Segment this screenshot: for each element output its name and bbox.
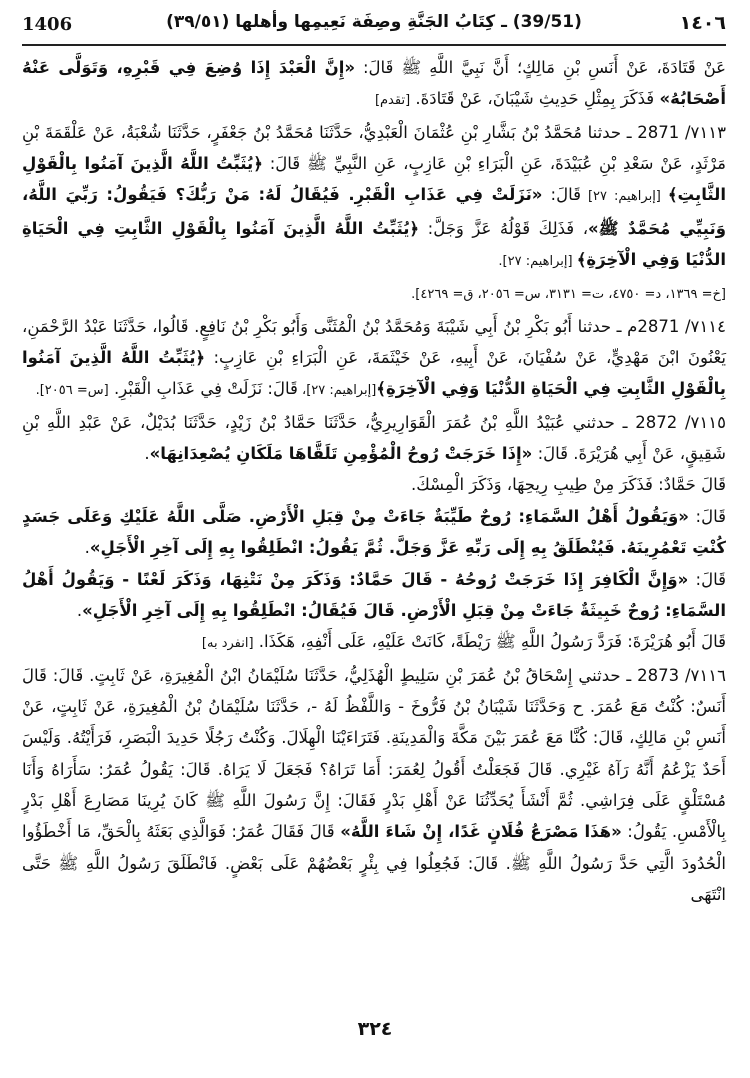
hadith-7115: ٧١١٥/ 2872 ـ حدثني عُبَيْدُ اللَّهِ بْنُ عُمَرَ الْقَوَارِيرِيُّ، حَدَّثَنَا حَمَّادُ بْنُ زَيْدٍ، حَدَّثَنَا بُدَيْلٌ، عَنْ عَبْدِ اللَّهِ بْنِ شَقِيقٍ، عَنْ أَبِي هُرَيْرَةَ. قَالَ: «إِذَا خَرَجَتْ رُوحُ الْمُؤْمِنِ تَلَقَّاهَا مَلَكَانِ يُصْعِدَانِهَا». <box>22 412 726 464</box>
paragraph-abu-hurayra: قَالَ أَبُو هُرَيْرَةَ: فَرَدَّ رَسُولُ اللَّهِ ﷺ رَيْطَةً، كَانَتْ عَلَيْهِ، عَلَى أَنْفِهِ، هَكَذَا. [انفرد به] <box>201 632 726 652</box>
cross-reference: [س= ٢٠٥٦]. <box>35 383 109 399</box>
cross-reference: [انفرد به] <box>201 636 254 652</box>
hadith-quote: «وَيَقُولُ أَهْلُ السَّمَاءِ: رُوحٌ طَيِّبَةٌ جَاءَتْ مِنْ قِبَلِ الْأَرْضِ. صَلَّى اللَّهُ عَلَيْكِ وَعَلَى جَسَدٍ كُنْتِ تَعْمُرِينَهُ. فَيُنْطَلَقُ بِهِ إِلَى رَبِّهِ عَزَّ وَجَلَّ. ثُمَّ يَقُولُ: انْطَلِقُوا بِهِ إِلَى آخِرِ الْأَجَلِ» <box>22 506 726 558</box>
quran-verse: ﴿يُثَبِّتُ اللَّهُ الَّذِينَ آمَنُوا بِالْقَوْلِ الثَّابِتِ فِي الْحَيَاةِ الدُّنْيَا وَفِي الْآخِرَةِ﴾ <box>22 218 726 270</box>
verse-ref: [إبراهيم: ٢٧]، <box>297 383 377 399</box>
takhrij-refs: [خ= ١٣٦٩، د= ٤٧٥٠، ت= ٣١٣١، س= ٢٠٥٦، ق= ٤٢٦٩]. <box>411 287 726 303</box>
cross-reference: [تقدم] <box>374 93 411 109</box>
verse-ref: [إبراهيم: ٢٧] <box>581 189 668 205</box>
hadith-quote: «إِنَّ الْعَبْدَ إِذَا وُضِعَ فِي قَبْرِهِ، وَتَوَلَّى عَنْهُ أَصْحَابُهُ» <box>22 58 726 109</box>
paragraph-hammad: قَالَ حَمَّادٌ: فَذَكَرَ مِنْ طِيبِ رِيحِهَا، وَذَكَرَ الْمِسْكَ. <box>411 475 726 495</box>
hadith-7113: ٧١١٣/ 2871 ـ حدثنا مُحَمَّدُ بْنُ بَشَّارِ بْنِ عُثْمَانَ الْعَبْدِيُّ، حَدَّثَنَا مُحَمَّدُ بْنُ جَعْفَرٍ، حَدَّثَنَا شُعْبَةُ، عَنْ عَلْقَمَةَ بْنِ مَرْثَدٍ، عَنْ سَعْدِ بْنِ عُبَيْدَةَ، عَنِ الْبَرَاءِ بْنِ عَازِبٍ، عَنِ النَّبِيِّ ﷺ قَالَ: ﴿يُثَبِّتُ اللَّهُ الَّذِينَ آمَنُوا بِالْقَوْلِ الثَّابِتِ﴾ [إبراهيم: ٢٧] قَالَ: «نَزَلَتْ فِي عَذَابِ الْقَبْرِ. فَيُقَالُ لَهُ: مَنْ رَبُّكَ؟ فَيَقُولُ: رَبِّيَ اللَّهُ، وَنَبِيِّي مُحَمَّدٌ ﷺ»، فَذَلِكَ قَوْلُهُ عَزَّ وَجَلَّ: ﴿يُثَبِّتُ اللَّهُ الَّذِينَ آمَنُوا بِالْقَوْلِ الثَّابِتِ فِي الْحَيَاةِ الدُّنْيَا وَفِي الْآخِرَةِ﴾ [إبراهيم: ٢٧]. <box>22 122 727 270</box>
page-number-arabic: ١٤٠٦ <box>679 12 726 34</box>
page-body <box>22 52 726 910</box>
page-footer-number: ٣٢٤ <box>357 1018 393 1040</box>
hadith-quote: «وَإِنَّ الْكَافِرَ إِذَا خَرَجَتْ رُوحُهُ - قَالَ حَمَّادٌ: وَذَكَرَ مِنْ نَتْنِهَا، وَذَكَرَ لَعْنًا - وَيَقُولُ أَهْلُ السَّمَاءِ: رُوحٌ خَبِيثَةٌ جَاءَتْ مِنْ قِبَلِ الْأَرْضِ. قَالَ فَيُقَالُ: انْطَلِقُوا بِهِ إِلَى آخِرِ الْأَجَلِ» <box>22 569 726 620</box>
hadith-quote: «هَذَا مَصْرَعُ فُلَانٍ غَدًا، إِنْ شَاءَ اللَّهُ» <box>340 822 622 842</box>
page-number-latin: 1406 <box>22 14 73 35</box>
hadith-7116: ٧١١٦/ 2873 ـ حدثني إِسْحَاقُ بْنُ عُمَرَ بْنِ سَلِيطٍ الْهُذَلِيُّ، حَدَّثَنَا سُلَيْمَانُ ابْنُ الْمُغِيرَةِ، عَنْ ثَابِتٍ. قَالَ: قَالَ أَنَسٌ: كُنْتُ مَعَ عُمَرَ. ح وَحَدَّثَنَا شَيْبَانُ بْنُ فَرُّوخَ - وَاللَّفْظُ لَهُ -، حَدَّثَنَا سُلَيْمَانُ بْنُ الْمُغِيرَةِ، عَنْ ثَابِتٍ، عَنْ أَنَسِ بْنِ مَالِكٍ، قَالَ: كُنَّا مَعَ عُمَرَ بَيْنَ مَكَّةَ وَالْمَدِينَةِ. فَتَرَاءَيْنَا الْهِلَالَ. وَكُنْتُ رَجُلًا حَدِيدَ الْبَصَرِ، فَرَأَيْتُهُ. وَلَيْسَ أَحَدٌ يَزْعُمُ أَنَّهُ رَآهُ غَيْرِي. قَالَ فَجَعَلْتُ أَقُولُ لِعُمَرَ: أَمَا تَرَاهُ؟ فَجَعَلَ لَا يَرَاهُ. قَالَ: يَقُولُ عُمَرُ: سَأَرَاهُ وَأَنَا مُسْتَلْقٍ عَلَى فِرَاشِي. ثُمَّ أَنْشَأَ يُحَدِّثُنَا عَنْ أَهْلِ بَدْرٍ فَقَالَ: إِنَّ رَسُولَ اللَّهِ ﷺ كَانَ يُرِينَا مَصَارِعَ أَهْلِ بَدْرٍ بِالْأَمْسِ. يَقُولُ: «هَذَا مَصْرَعُ فُلَانٍ غَدًا، إِنْ شَاءَ اللَّهُ» قَالَ فَقَالَ عُمَرُ: فَوَالَّذِي بَعَثَهُ بِالْحَقِّ، مَا أَخْطَؤُوا الْحُدُودَ الَّتِي حَدَّ رَسُولُ اللَّهِ ﷺ. قَالَ: فَجُعِلُوا فِي بِئْرٍ بَعْضُهُمْ عَلَى بَعْضٍ. فَانْطَلَقَ رَسُولُ اللَّهِ ﷺ حَتَّى انْتَهَى <box>22 665 726 904</box>
paragraph-believer: قَالَ: «وَيَقُولُ أَهْلُ السَّمَاءِ: رُوحٌ طَيِّبَةٌ جَاءَتْ مِنْ قِبَلِ الْأَرْضِ. صَلَّى اللَّهُ عَلَيْكِ وَعَلَى جَسَدٍ كُنْتِ تَعْمُرِينَهُ. فَيُنْطَلَقُ بِهِ إِلَى رَبِّهِ عَزَّ وَجَلَّ. ثُمَّ يَقُولُ: انْطَلِقُوا بِهِ إِلَى آخِرِ الْأَجَلِ». <box>22 506 726 558</box>
hadith-quote: «نَزَلَتْ فِي عَذَابِ الْقَبْرِ. فَيُقَالُ لَهُ: مَنْ رَبُّكَ؟ فَيَقُولُ: رَبِّيَ اللَّهُ، وَنَبِيِّي مُحَمَّدٌ ﷺ» <box>22 185 726 238</box>
header-rule <box>22 44 726 46</box>
hadith-quote: «إِذَا خَرَجَتْ رُوحُ الْمُؤْمِنِ تَلَقَّاهَا مَلَكَانِ يُصْعِدَانِهَا» <box>149 444 533 464</box>
quran-verse: ﴿يُثَبِّتُ اللَّهُ الَّذِينَ آمَنُوا بِالْقَوْلِ الثَّابِتِ فِي الْحَيَاةِ الدُّنْيَا وَفِي الْآخِرَةِ﴾ <box>22 348 726 399</box>
paragraph-1: عَنْ قَتَادَةَ، عَنْ أَنَسِ بْنِ مَالِكٍ؛ أَنَّ نَبِيَّ اللَّهِ ﷺ قَالَ: «إِنَّ الْعَبْدَ إِذَا وُضِعَ فِي قَبْرِهِ، وَتَوَلَّى عَنْهُ أَصْحَابُهُ» فَذَكَرَ بِمِثْلِ حَدِيثِ شَيْبَانَ، عَنْ قَتَادَةَ. [تقدم] <box>22 58 726 109</box>
chapter-title: (39/51) ـ كِتَابُ الجَنَّةِ وصِفَة نَعِيمِها وأهلها (٣٩/٥١) <box>166 12 582 32</box>
verse-ref: [إبراهيم: ٢٧]. <box>498 254 577 270</box>
quran-verse: ﴿يُثَبِّتُ اللَّهُ الَّذِينَ آمَنُوا بِالْقَوْلِ الثَّابِتِ﴾ <box>22 154 726 205</box>
paragraph-disbeliever: قَالَ: «وَإِنَّ الْكَافِرَ إِذَا خَرَجَتْ رُوحُهُ - قَالَ حَمَّادٌ: وَذَكَرَ مِنْ نَتْنِهَا، وَذَكَرَ لَعْنًا - وَيَقُولُ أَهْلُ السَّمَاءِ: رُوحٌ خَبِيثَةٌ جَاءَتْ مِنْ قِبَلِ الْأَرْضِ. قَالَ فَيُقَالُ: انْطَلِقُوا بِهِ إِلَى آخِرِ الْأَجَلِ». <box>22 569 726 620</box>
page-header <box>22 8 726 38</box>
hadith-7114: ٧١١٤/ 2871م ـ حدثنا أَبُو بَكْرِ بْنُ أَبِي شَيْبَةَ وَمُحَمَّدُ بْنُ الْمُثَنَّى وَأَبُو بَكْرِ بْنُ نَافِعٍ. قَالُوا، حَدَّثَنَا عَبْدُ الرَّحْمَنِ، يَعْنُونَ ابْنَ مَهْدِيٍّ، عَنْ سُفْيَانَ، عَنْ أَبِيهِ، عَنْ خَيْثَمَةَ، عَنِ الْبَرَاءِ بْنِ عَازِبٍ: ﴿يُثَبِّتُ اللَّهُ الَّذِينَ آمَنُوا بِالْقَوْلِ الثَّابِتِ فِي الْحَيَاةِ الدُّنْيَا وَفِي الْآخِرَةِ﴾[إبراهيم: ٢٧]، قَالَ: نَزَلَتْ فِي عَذَابِ الْقَبْرِ. [س= ٢٠٥٦]. <box>22 316 726 399</box>
